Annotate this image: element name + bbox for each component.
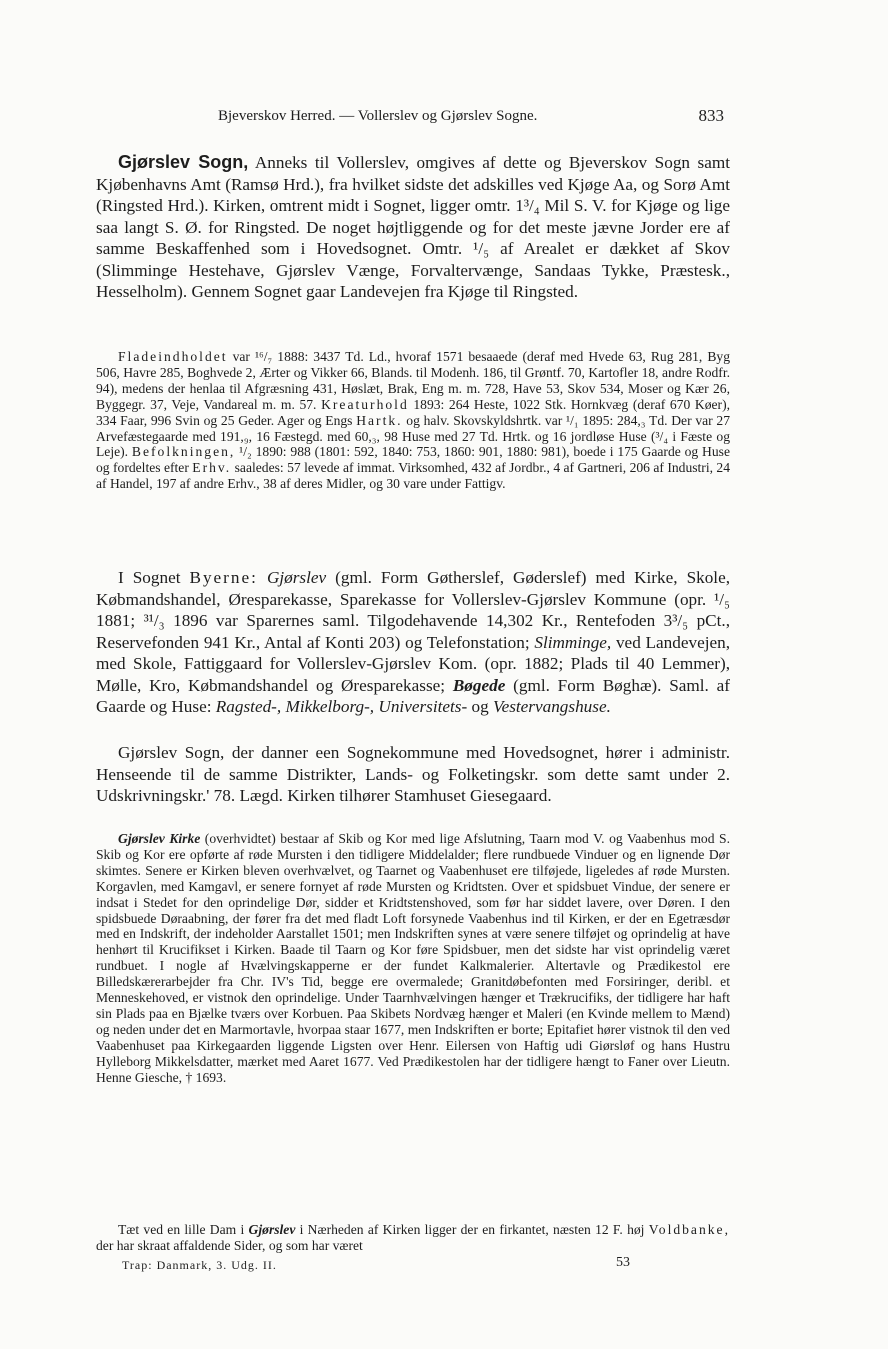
village-name: Ragsted-, bbox=[215, 697, 282, 716]
villages-text: og bbox=[467, 697, 493, 716]
stats-text-occupation: saaledes: 57 levede af immat. Virksomhed, 432 af Jordbr., 4 af Gartneri, 206 af Industri, 24 af Handel, 197 af andre Erhv., 38 af deres Midler, og 30 vare under Fattigv. bbox=[96, 460, 731, 492]
intro-paragraph bbox=[96, 152, 730, 303]
tail-text: i Nærheden af Kirken ligger der en firkantet, næsten 12 F. høj bbox=[295, 1222, 649, 1237]
voldbanke-paragraph bbox=[96, 1222, 730, 1254]
stats-text-livestock: 1893: 264 Heste, 1022 Stk. Hornkvæg (deraf 670 Køer), 334 Faar, 996 Svin og 25 Geder. Ager og Engs bbox=[96, 396, 730, 428]
stats-text-hartkorn: og halv. Skovskyldshrtk. var ¹/₁ 1895: 284,₃ Td. Der var 27 Arvefæstegaarde med 191,₉, 16 Fæstegd. med 60,₃, 98 Huse med 27 Td. Hrtk. og 16 jordløse Huse (³/₄ i Fæste og Leje). bbox=[96, 412, 731, 460]
place-name: Gjørslev bbox=[248, 1222, 296, 1237]
stats-label-area: Fladeindholdet bbox=[118, 349, 228, 364]
stats-label-population: Befolkningen, bbox=[131, 444, 236, 460]
village-name: Mikkelborg-, bbox=[285, 697, 375, 716]
running-title: Bjeverskov Herred. — Vollerslev og Gjørslev Sogne. bbox=[218, 108, 538, 124]
stats-text-area: var ¹⁶/₇ 1888: 3437 Td. Ld., hvoraf 1571 besaaede (deraf med Hvede 63, Rug 281, Byg 506, Havre 285, Boghvede 2, Ærter og Vikker 66, Blands. til Modenh. 186, til Grøntf. 70, Kartofler 18, andre Rodfr. 94), medens der henlaa til Afgræsning 431, Høslæt, Brak, Eng m. m. 728, Have 53, Skov 534, Moser og Kær 26, Byggegr. 37, Veje, Vandareal m. m. 57. bbox=[96, 349, 730, 412]
villages-label: Byerne: bbox=[189, 568, 258, 587]
villages-text: I Sognet bbox=[118, 568, 190, 587]
village-name: Bøgede bbox=[452, 675, 506, 695]
village-name: Vestervangshuse. bbox=[492, 697, 611, 716]
village-name: Gjørslev bbox=[266, 568, 327, 587]
tail-text: der har skraat affaldende Sider, og som har været bbox=[96, 1237, 363, 1253]
source-citation: Trap: Danmark, 3. Udg. II. bbox=[122, 1258, 277, 1272]
tail-text: Tæt ved en lille Dam i bbox=[118, 1222, 249, 1237]
section-heading: Gjørslev Sogn, bbox=[118, 152, 249, 172]
village-name: Slimminge, bbox=[534, 632, 612, 652]
intro-text: Anneks til Vollerslev, omgives af dette og Bjeverskov Sogn samt Kjøbenhavns Amt (Ramsø Hrd.), fra hvilket sidste det adskilles ved Kjøge Aa, og Sorø Amt (Ringsted Hrd.). Kirken, omtrent midt i Sognet, ligger omtr. 1³/₄ Mil S. V. for Kjøge og lige saa langt S. Ø. for Ringsted. De noget højtliggende og for det meste jævne Jorder ere af samme Beskaffenhed som i Hovedsognet. Omtr. ¹/₅ af Arealet er dækket af Skov (Slimminge Hestehave, Gjørslev Vænge, Forvaltervænge, Sandaas Tykke, Præstesk., Hesselholm). Gennem Sognet gaar Landevejen fra Kjøge til Ringsted. bbox=[96, 153, 730, 301]
stats-label-occupation: Erhv. bbox=[192, 460, 232, 476]
stats-text-population: ¹/₂ 1890: 988 (1801: 592, 1840: 753, 1860: 901, 1880: 981), boede i 175 Gaarde og Huse og fordeltes efter bbox=[96, 444, 730, 476]
administration-paragraph: Gjørslev Sogn, der danner een Sognekommune med Hovedsognet, hører i administr. Henseende til de samme Distrikter, Lands- og Folketingskr. som dette samt under 2. Udskrivningskr.' 78. Lægd. Kirken tilhører Stamhuset Giesegaard. bbox=[96, 743, 730, 805]
running-header bbox=[96, 106, 730, 130]
voldbanke-label: Voldbanke, bbox=[648, 1222, 730, 1237]
church-name: Gjørslev Kirke bbox=[118, 831, 201, 846]
villages-text: (gml. Form Bøghæ). Saml. af Gaarde og Huse: bbox=[96, 675, 730, 716]
stats-label-livestock: Kreaturhold bbox=[321, 396, 409, 412]
signature-mark: 53 bbox=[616, 1255, 630, 1270]
village-name: Universitets- bbox=[378, 697, 468, 716]
page-footer bbox=[96, 1255, 730, 1275]
statistics-paragraph bbox=[96, 349, 730, 492]
villages-paragraph bbox=[96, 567, 730, 718]
church-text: (overhvidtet) bestaar af Skib og Kor med lige Afslutning, Taarn mod V. og Vaabenhus mod S. Skib og Kor ere opførte af røde Mursten i den tidligere Middelalder; flere rundbuede Vinduer og en lignende Dør skimtes. Senere er Kirken bleven overhvælvet, og Taarnet og Vaabenhuset ere tilføjede, ligeledes af røde Mursten. Korgavlen, med Kamgavl, er senere fornyet af røde Mursten og Kridtsten. Over et spidsbuet Vindue, der senere er indsat i Stedet for den oprindelige Dør, sidder et Kridtstenshoved, som før har siddet lavere, over Døren. I den spidsbuede Døraabning, der fører fra det med fladt Loft forsynede Vaabenhus ind til Kirken, er der en Egetræsdør med en Indskrift, der indeholder Aarstallet 1501; men Indskriften synes at være senere tilføjet og oprindelig at have henhørt til Krucifikset i Kirken. Baade til Taarn og Kor føre Spidsbuer, men det sidste har vist oprindelig været rundbuet. I nogle af Hvælvingskapperne er der fundet Kalkmalerier. Altertavle og Prædikestol ere Billedskærerarbejder fra Chr. IV's Tid, begge ere overmalede; Granitdøbefonten med Forsiringer, deribl. et Menneskehoved, er vistnok den oprindelige. Under Taarnhvælvingen hænger et Trækrucifiks, der tidligere har haft sin Plads paa en Bjælke tværs over Korbuen. Paa Skibets Nordvæg hænger et Maleri (en Kvinde mellem to Mænd) og neden under det en Marmortavle, hvorpaa staar 1677, men Indskriften er borte; Epitafiet hører vistnok til den ved Vaabenhuset paa Kirkegaarden liggende Ligsten over Henr. Eilersen von Haftig udi Giørsløf og hans Hustru Hylleborg Mikkelsdatter, mærket med Aaret 1677. Ved Prædikestolen har der tidligere hængt to Faner over Lieutn. Henne Giesche, † 1693. bbox=[96, 831, 730, 1085]
church-paragraph bbox=[96, 831, 730, 1086]
page-number: 833 bbox=[698, 106, 724, 125]
villages-text bbox=[258, 568, 267, 587]
villages-text: (gml. Form Gøtherslef, Gøderslef) med Kirke, Skole, Købmandshandel, Øresparekasse, Sparekasse for Vollerslev-Gjørslev Kommune (opr. ¹/₅ 1881; ³¹/₃ 1896 var Sparernes saml. Tilgodehavende 14,302 Kr., Rentefoden 3³/₅ pCt., Reservefonden 941 Kr., Antal af Konti 203) og Telefonstation; bbox=[96, 568, 731, 652]
stats-label-hartkorn: Hartk. bbox=[356, 412, 403, 428]
villages-text: ved Landevejen, med Skole, Fattiggaard for Vollerslev-Gjørslev Kom. (opr. 1882; Plads til 40 Lemmer), Mølle, Kro, Købmandshandel og Øresparekasse; bbox=[96, 632, 730, 695]
